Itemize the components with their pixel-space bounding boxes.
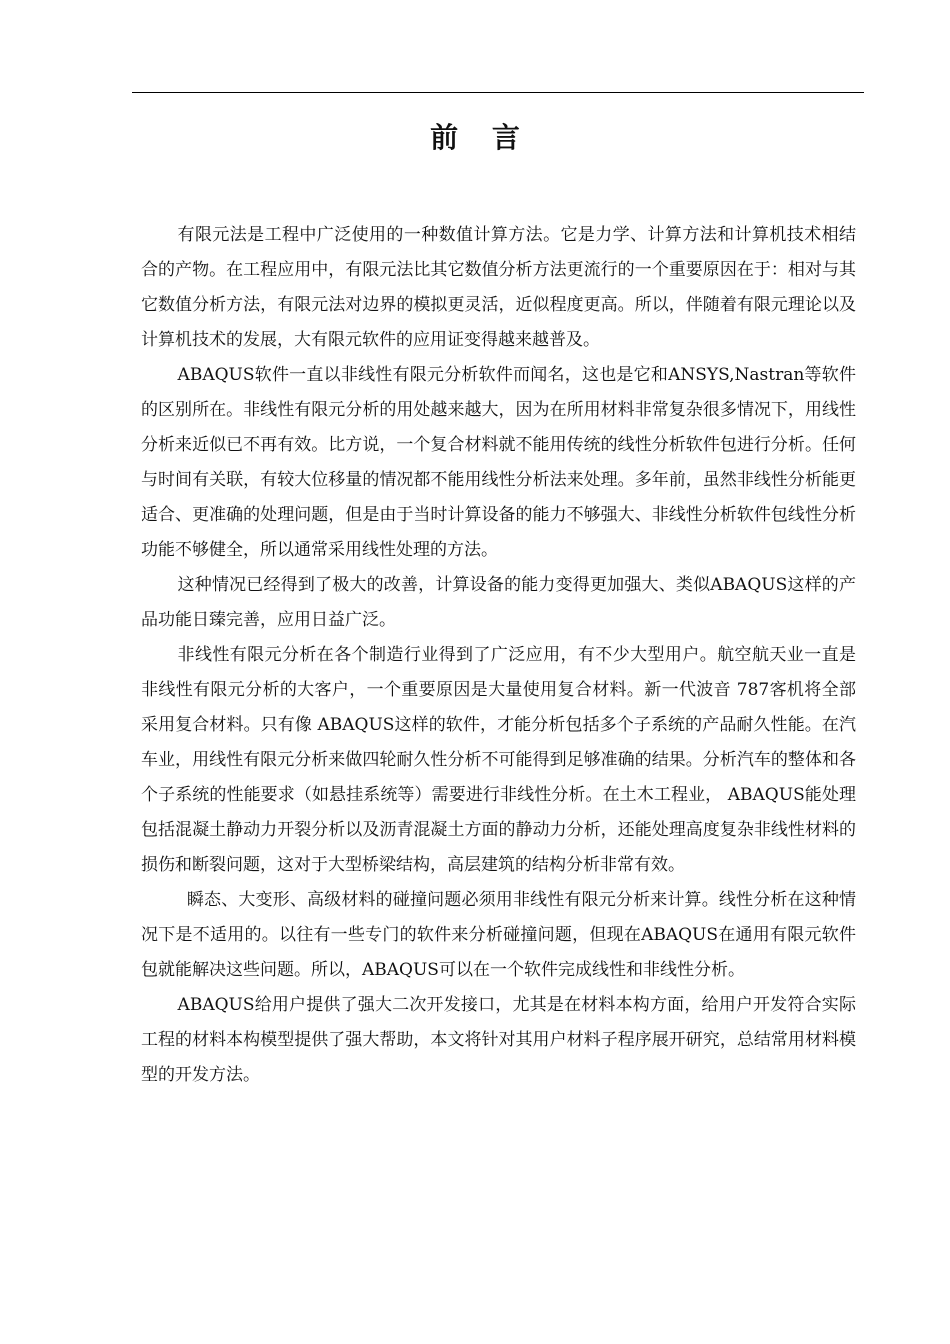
page-title: 前 言 [430,121,532,154]
header-rule [132,92,864,93]
paragraph-2: ABAQUS软件一直以非线性有限元分析软件而闻名，这也是它和ANSYS,Nastran等软件的区别所在。非线性有限元分析的用处越来越大，因为在所用材料非常复杂很多情况下，用线性分析来近似已不再有效。比方说，一个复合材料就不能用传统的线性分析软件包进行分析。任何与时间有关联，有较大位移量的情况都不能用线性分析法来处理。多年前，虽然非线性分析能更适合、更准确的处理问题，但是由于当时计算设备的能力不够强大、非线性分析软件包线性分析功能不够健全，所以通常采用线性处理的方法。 [141,365,856,560]
paragraph-4: 非线性有限元分析在各个制造行业得到了广泛应用，有不少大型用户。航空航天业一直是非线性有限元分析的大客户，一个重要原因是大量使用复合材料。新一代波音 787客机将全部采用复合材料。只有像 ABAQUS这样的软件，才能分析包括多个子系统的产品耐久性能。在汽车业，用线性有限元分析来做四轮耐久性分析不可能得到足够准确的结果。分析汽车的整体和各个子系统的性能要求（如悬挂系统等）需要进行非线性分析。在土木工程业， ABAQUS能处理包括混凝土静动力开裂分析以及沥青混凝土方面的静动力分析，还能处理高度复杂非线性材料的损伤和断裂问题，这对于大型桥梁结构，高层建筑的结构分析非常有效。 [141,645,856,875]
paragraph-6: ABAQUS给用户提供了强大二次开发接口，尤其是在材料本构方面，给用户开发符合实际工程的材料本构模型提供了强大帮助，本文将针对其用户材料子程序展开研究，总结常用材料模型的开发方法。 [141,995,856,1085]
paragraph-3: 这种情况已经得到了极大的改善，计算设备的能力变得更加强大、类似ABAQUS这样的产品功能日臻完善，应用日益广泛。 [141,575,856,630]
body-text [141,218,856,1093]
paragraph-1: 有限元法是工程中广泛使用的一种数值计算方法。它是力学、计算方法和计算机技术相结合的产物。在工程应用中，有限元法比其它数值分析方法更流行的一个重要原因在于：相对与其它数值分析方法，有限元法对边界的模拟更灵活，近似程度更高。所以，伴随着有限元理论以及计算机技术的发展，大有限元软件的应用证变得越来越普及。 [141,225,856,350]
paragraph-5: 瞬态、大变形、高级材料的碰撞问题必须用非线性有限元分析来计算。线性分析在这种情况下是不适用的。以往有一些专门的软件来分析碰撞问题，但现在ABAQUS在通用有限元软件包就能解决这些问题。所以，ABAQUS可以在一个软件完成线性和非线性分析。 [141,890,856,980]
